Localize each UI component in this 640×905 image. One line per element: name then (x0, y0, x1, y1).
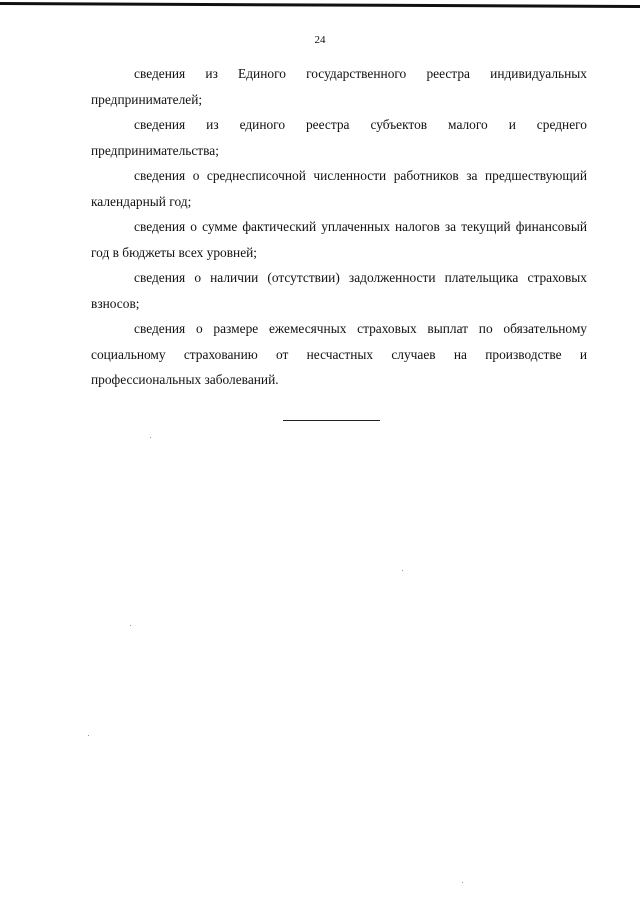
paragraph-insurance-debt: сведения о наличии (отсутствии) задолженности плательщика страховых взносов; (91, 270, 587, 311)
paragraph-egrip: сведения из Единого государственного реестра индивидуальных предпринимателей; (91, 66, 587, 107)
end-separator-line (283, 420, 380, 421)
scan-speck (150, 437, 151, 438)
paragraph-taxes-paid: сведения о сумме фактический уплаченных налогов за текущий финансовый год в бюджеты всех уровней; (91, 219, 587, 260)
page-number: 24 (314, 34, 326, 46)
document-body (91, 61, 587, 393)
paragraph-headcount: сведения о среднесписочной численности работников за предшествующий календарный год; (91, 168, 587, 209)
scan-speck (88, 735, 89, 736)
scan-edge-line (0, 2, 640, 8)
scan-speck (130, 625, 131, 626)
paragraph-insurance-payments: сведения о размере ежемесячных страховых выплат по обязательному социальному страхованию от несчастных случаев на производстве и профессиональных заболеваний. (91, 321, 587, 387)
scan-speck (462, 882, 463, 883)
scan-speck (402, 570, 403, 571)
paragraph-msp-registry: сведения из единого реестра субъектов малого и среднего предпринимательства; (91, 117, 587, 158)
